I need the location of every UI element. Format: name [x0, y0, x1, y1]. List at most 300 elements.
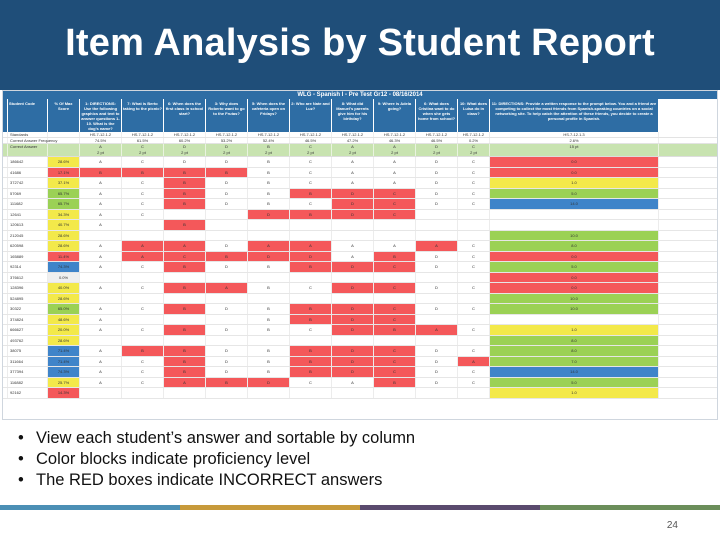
- answer-cell: C: [374, 304, 416, 314]
- answer-cell: D: [416, 157, 458, 167]
- percent-score: 40.7%: [48, 220, 80, 230]
- answer-cell: [458, 388, 490, 398]
- student-code[interactable]: 212045: [8, 231, 48, 241]
- answer-cell: A: [458, 357, 490, 367]
- answer-cell: [122, 388, 164, 398]
- answer-cell: A: [416, 325, 458, 335]
- answer-cell: B: [248, 315, 290, 325]
- student-code[interactable]: 41686: [8, 168, 48, 178]
- student-code[interactable]: 666627: [8, 325, 48, 335]
- answer-cell: B: [248, 168, 290, 178]
- percent-score: 28.6%: [48, 231, 80, 241]
- answer-cell: C: [122, 367, 164, 377]
- answer-cell: A: [290, 241, 332, 251]
- answer-cell: D: [416, 283, 458, 293]
- answer-cell: C: [290, 157, 332, 167]
- answer-cell: C: [290, 178, 332, 188]
- column-header[interactable]: Student Code: [8, 99, 48, 132]
- answer-cell: B: [374, 378, 416, 388]
- answer-cell: B: [80, 168, 122, 178]
- table-row[interactable]: [3, 168, 717, 179]
- answer-cell: C: [122, 357, 164, 367]
- answer-cell: [416, 294, 458, 304]
- answer-cell: C: [374, 346, 416, 356]
- answer-cell: [206, 273, 248, 283]
- answer-cell: C: [374, 210, 416, 220]
- answer-cell: A: [374, 241, 416, 251]
- student-code[interactable]: 376612: [8, 273, 48, 283]
- answer-cell: A: [374, 157, 416, 167]
- answer-cell: A: [80, 367, 122, 377]
- answer-cell: [374, 220, 416, 230]
- correct-answer-value: D: [225, 144, 228, 149]
- frequency-cell: Correct Answer Frequency: [10, 138, 58, 143]
- answer-cell: C: [458, 367, 490, 377]
- table-row[interactable]: [3, 357, 717, 368]
- table-row[interactable]: [3, 157, 717, 168]
- answer-cell: C: [122, 157, 164, 167]
- answer-cell: B: [206, 168, 248, 178]
- student-code[interactable]: 493762: [8, 336, 48, 346]
- answer-cell: D: [332, 199, 374, 209]
- written-response-score: 10.0: [490, 231, 659, 241]
- answer-cell: A: [164, 241, 206, 251]
- answer-cell: B: [248, 357, 290, 367]
- answer-cell: [248, 388, 290, 398]
- answer-cell: [416, 336, 458, 346]
- accent-segment: [180, 505, 360, 510]
- answer-cell: C: [122, 325, 164, 335]
- written-response-score: 0.0: [490, 273, 659, 283]
- answer-cell: B: [164, 357, 206, 367]
- standard-cell: HS.7-12.1.2: [332, 132, 374, 137]
- answer-cell: C: [458, 283, 490, 293]
- answer-cell: [332, 388, 374, 398]
- answer-cell: A: [332, 178, 374, 188]
- answer-cell: [458, 273, 490, 283]
- answer-cell: D: [332, 367, 374, 377]
- answer-cell: C: [458, 378, 490, 388]
- answer-cell: [332, 294, 374, 304]
- column-header[interactable]: 6: When does the first class in school start?: [164, 99, 206, 132]
- standard-cell: HS.7-12.1.2: [458, 132, 490, 137]
- points-value: 2 pt: [181, 150, 188, 155]
- written-response-score: 8.0: [490, 336, 659, 346]
- answer-cell: D: [164, 157, 206, 167]
- student-code[interactable]: 377394: [8, 367, 48, 377]
- written-response-score: 0.0: [490, 157, 659, 167]
- percent-score: 71.4%: [48, 346, 80, 356]
- answer-cell: A: [80, 189, 122, 199]
- answer-cell: A: [80, 178, 122, 188]
- answer-cell: B: [164, 220, 206, 230]
- answer-cell: D: [416, 346, 458, 356]
- correct-answer-cell: [332, 144, 374, 156]
- answer-cell: B: [164, 304, 206, 314]
- answer-cell: D: [332, 262, 374, 272]
- student-code[interactable]: 372742: [8, 178, 48, 188]
- answer-cell: [374, 294, 416, 304]
- student-rows: [3, 157, 717, 399]
- answer-cell: [458, 210, 490, 220]
- bullet-item: [18, 428, 708, 449]
- answer-cell: C: [122, 378, 164, 388]
- percent-score: 28.6%: [48, 294, 80, 304]
- answer-cell: C: [164, 252, 206, 262]
- answer-cell: D: [332, 304, 374, 314]
- student-code[interactable]: 111682: [8, 199, 48, 209]
- answer-cell: [416, 273, 458, 283]
- correct-answer-cell: [374, 144, 416, 156]
- answer-cell: D: [206, 189, 248, 199]
- table-row[interactable]: [3, 220, 717, 231]
- correct-answer-value: A: [99, 144, 102, 149]
- answer-cell: A: [80, 157, 122, 167]
- correct-answer-cell: [206, 144, 248, 156]
- answer-cell: B: [290, 189, 332, 199]
- answer-cell: D: [416, 199, 458, 209]
- answer-cell: [248, 231, 290, 241]
- table-row[interactable]: [3, 304, 717, 315]
- correct-answer-cell: [416, 144, 458, 156]
- frequency-cell: 60.2%: [164, 138, 206, 143]
- column-header[interactable]: 7: What is Berto taking to the picnic?: [122, 99, 164, 132]
- answer-cell: A: [332, 168, 374, 178]
- answer-cell: B: [164, 367, 206, 377]
- column-header[interactable]: 1: DIRECTIONS: Use the following graphics and text to answer questions 1-10. What is the dog's name?: [80, 99, 122, 132]
- title-bar: [0, 0, 720, 90]
- answer-cell: B: [164, 325, 206, 335]
- answer-cell: C: [458, 304, 490, 314]
- answer-cell: [206, 220, 248, 230]
- bullet-list: [18, 428, 708, 491]
- correct-answer-label: Correct Answer: [8, 144, 48, 156]
- answer-cell: B: [164, 262, 206, 272]
- answer-cell: A: [80, 241, 122, 251]
- answer-cell: D: [206, 346, 248, 356]
- correct-answer-value: C: [141, 144, 144, 149]
- answer-cell: A: [332, 252, 374, 262]
- percent-score: 40.0%: [48, 283, 80, 293]
- answer-cell: C: [290, 199, 332, 209]
- answer-cell: B: [164, 168, 206, 178]
- answer-cell: A: [122, 241, 164, 251]
- percent-score: 48.6%: [48, 315, 80, 325]
- student-code[interactable]: 374824: [8, 315, 48, 325]
- answer-cell: B: [374, 325, 416, 335]
- written-response-score: 1.0: [490, 325, 659, 335]
- table-row[interactable]: [3, 210, 717, 221]
- frequency-cell: 0.2%: [458, 138, 490, 143]
- column-header[interactable]: 9: Where is Adela going?: [374, 99, 416, 132]
- answer-cell: A: [80, 220, 122, 230]
- table-row[interactable]: [3, 273, 717, 284]
- column-header[interactable]: 6: What does Cristina want to do when she gets home from school?: [416, 99, 458, 132]
- answer-cell: [374, 231, 416, 241]
- percent-score: 17.1%: [48, 168, 80, 178]
- written-response-score: 0.0: [490, 283, 659, 293]
- answer-cell: D: [416, 252, 458, 262]
- student-code[interactable]: 186642: [8, 157, 48, 167]
- table-row[interactable]: [3, 199, 717, 210]
- standard-cell: [48, 132, 80, 137]
- answer-cell: C: [122, 199, 164, 209]
- answer-cell: [458, 220, 490, 230]
- student-code[interactable]: 57069: [8, 189, 48, 199]
- column-header[interactable]: 2: Who are Nate and Luz?: [290, 99, 332, 132]
- answer-cell: A: [332, 157, 374, 167]
- answer-cell: A: [80, 262, 122, 272]
- correct-answer-cell: [490, 144, 659, 156]
- table-row[interactable]: [3, 178, 717, 189]
- points-value: 2 pt: [307, 150, 314, 155]
- answer-cell: C: [290, 283, 332, 293]
- written-response-score: 1.0: [490, 388, 659, 398]
- answer-cell: [80, 294, 122, 304]
- answer-cell: D: [248, 378, 290, 388]
- answer-cell: B: [374, 252, 416, 262]
- answer-cell: B: [206, 378, 248, 388]
- percent-score: 28.6%: [48, 336, 80, 346]
- points-value: 2 pt: [223, 150, 230, 155]
- answer-cell: [164, 210, 206, 220]
- answer-cell: D: [332, 189, 374, 199]
- answer-cell: A: [80, 252, 122, 262]
- student-code[interactable]: 30322: [8, 304, 48, 314]
- table-row[interactable]: [3, 325, 717, 336]
- answer-cell: D: [206, 357, 248, 367]
- answer-cell: [416, 210, 458, 220]
- answer-cell: [332, 231, 374, 241]
- points-value: 15 pt: [569, 144, 579, 149]
- student-code[interactable]: 311664: [8, 357, 48, 367]
- answer-cell: B: [290, 367, 332, 377]
- table-row[interactable]: [3, 283, 717, 294]
- page-number: 24: [666, 520, 678, 531]
- slide-title: Item Analysis by Student Report: [65, 22, 655, 64]
- answer-cell: B: [290, 357, 332, 367]
- percent-score: 74.3%: [48, 367, 80, 377]
- report-title: WLG - Spanish I - Pre Test Gr12 - 08/16/2014: [3, 91, 717, 99]
- frequency-cell: 46.5%: [416, 138, 458, 143]
- answer-cell: D: [416, 178, 458, 188]
- table-row[interactable]: [3, 231, 717, 242]
- report-screenshot: [2, 90, 718, 420]
- answer-cell: C: [374, 262, 416, 272]
- frequency-cell: 61.5%: [122, 138, 164, 143]
- frequency-cell: 2.6%: [490, 138, 659, 143]
- answer-cell: [416, 388, 458, 398]
- bullet-text: View each student’s answer and sortable by column: [36, 429, 416, 447]
- student-code[interactable]: 12641: [8, 210, 48, 220]
- points-value: 2 pt: [265, 150, 272, 155]
- answer-cell: D: [248, 252, 290, 262]
- student-code[interactable]: 38075: [8, 346, 48, 356]
- answer-cell: [416, 220, 458, 230]
- answer-blank-cell: [48, 144, 80, 156]
- answer-cell: [122, 315, 164, 325]
- student-code[interactable]: 116882: [8, 378, 48, 388]
- written-response-score: 7.0: [490, 357, 659, 367]
- table-row[interactable]: [3, 189, 717, 200]
- written-response-score: 0.0: [490, 168, 659, 178]
- answer-cell: A: [164, 378, 206, 388]
- answer-cell: A: [80, 357, 122, 367]
- answer-cell: B: [164, 346, 206, 356]
- accent-segment: [360, 505, 540, 510]
- answer-cell: A: [80, 210, 122, 220]
- answer-cell: A: [80, 325, 122, 335]
- answer-cell: [164, 315, 206, 325]
- bullet-text: The RED boxes indicate INCORRECT answers: [36, 471, 383, 489]
- answer-cell: D: [206, 241, 248, 251]
- bullet-item: [18, 449, 708, 470]
- correct-answer-value: A: [393, 144, 396, 149]
- answer-cell: D: [248, 210, 290, 220]
- student-code[interactable]: 620598: [8, 241, 48, 251]
- table-row[interactable]: [3, 346, 717, 357]
- column-header[interactable]: % Of Max Score: [48, 99, 80, 132]
- table-row[interactable]: [3, 336, 717, 347]
- answer-cell: [164, 231, 206, 241]
- answer-cell: A: [80, 346, 122, 356]
- answer-cell: [122, 231, 164, 241]
- answer-cell: C: [374, 199, 416, 209]
- answer-cell: B: [290, 210, 332, 220]
- answer-cell: C: [122, 262, 164, 272]
- percent-score: 11.4%: [48, 252, 80, 262]
- answer-cell: [164, 273, 206, 283]
- answer-cell: A: [332, 378, 374, 388]
- answer-cell: A: [206, 283, 248, 293]
- answer-cell: [332, 220, 374, 230]
- table-row[interactable]: [3, 252, 717, 263]
- answer-cell: A: [374, 168, 416, 178]
- answer-cell: C: [458, 168, 490, 178]
- answer-cell: B: [248, 325, 290, 335]
- table-row[interactable]: [3, 262, 717, 273]
- answer-cell: B: [248, 157, 290, 167]
- answer-cell: A: [80, 378, 122, 388]
- student-code[interactable]: 92314: [8, 262, 48, 272]
- table-row[interactable]: [3, 378, 717, 389]
- column-header[interactable]: 5: When does the cafeteria open on Fridays?: [248, 99, 290, 132]
- percent-score: 14.3%: [48, 388, 80, 398]
- answer-cell: B: [122, 346, 164, 356]
- answer-cell: B: [248, 199, 290, 209]
- answer-cell: [164, 336, 206, 346]
- correct-answer-value: C: [309, 144, 312, 149]
- answer-cell: [206, 231, 248, 241]
- answer-cell: C: [458, 241, 490, 251]
- answer-cell: [416, 231, 458, 241]
- answer-cell: D: [416, 378, 458, 388]
- standard-cell: HS.7-12.1.2: [206, 132, 248, 137]
- standard-cell: HS.7-12.1.2: [374, 132, 416, 137]
- column-header[interactable]: 8: What did Manuel's parents give him for his birthday?: [332, 99, 374, 132]
- answer-cell: [80, 231, 122, 241]
- answer-cell: A: [80, 304, 122, 314]
- written-response-score: 14.0: [490, 367, 659, 377]
- table-row[interactable]: [3, 388, 717, 399]
- answer-cell: C: [122, 178, 164, 188]
- answer-cell: A: [374, 178, 416, 188]
- percent-score: 37.1%: [48, 178, 80, 188]
- table-row[interactable]: [3, 294, 717, 305]
- bullet-text: Color blocks indicate proficiency level: [36, 450, 311, 468]
- percent-score: 0.0%: [48, 273, 80, 283]
- answer-cell: C: [374, 283, 416, 293]
- answer-cell: B: [248, 367, 290, 377]
- correct-answer-row: [3, 144, 717, 157]
- answer-cell: [374, 388, 416, 398]
- answer-cell: C: [458, 157, 490, 167]
- written-response-score: [490, 220, 659, 230]
- answer-cell: B: [248, 178, 290, 188]
- column-header[interactable]: 10: What does Luisa do in class?: [458, 99, 490, 132]
- table-row[interactable]: [3, 315, 717, 326]
- student-code[interactable]: 92162: [8, 388, 48, 398]
- answer-cell: C: [122, 304, 164, 314]
- answer-cell: [290, 388, 332, 398]
- student-code[interactable]: 524895: [8, 294, 48, 304]
- answer-cell: C: [122, 283, 164, 293]
- report-header-row: [3, 99, 717, 132]
- answer-cell: [290, 220, 332, 230]
- frequency-cell: 46.3%: [374, 138, 416, 143]
- student-code[interactable]: 120613: [8, 220, 48, 230]
- answer-cell: [290, 336, 332, 346]
- answer-cell: D: [416, 367, 458, 377]
- bullet-marker: •: [18, 471, 24, 489]
- answer-cell: [290, 231, 332, 241]
- answer-cell: B: [164, 283, 206, 293]
- column-header[interactable]: 3: Why does Roberto want to go to the Frutas?: [206, 99, 248, 132]
- answer-cell: D: [290, 252, 332, 262]
- percent-score: 65.7%: [48, 199, 80, 209]
- answer-cell: C: [374, 357, 416, 367]
- standard-cell: HS.7-12.1.2: [248, 132, 290, 137]
- answer-cell: A: [80, 315, 122, 325]
- frequency-cell: 47.2%: [332, 138, 374, 143]
- student-code[interactable]: 165889: [8, 252, 48, 262]
- column-header[interactable]: 11: DIRECTIONS: Provide a written response to the prompt below. You and a friend are competing to collect the most friends from Spanish-speaking countries on a social networking site. To help catch the attention of these friends, you decide to create a personal profile in Spanish.: [490, 99, 659, 132]
- answer-cell: B: [248, 189, 290, 199]
- written-response-score: [490, 315, 659, 325]
- correct-answer-cell: [122, 144, 164, 156]
- answer-cell: D: [206, 325, 248, 335]
- standard-cell: HS.7-12.1.2: [80, 132, 122, 137]
- answer-cell: [206, 388, 248, 398]
- answer-cell: [206, 210, 248, 220]
- table-row[interactable]: [3, 241, 717, 252]
- written-response-score: 10.0: [490, 294, 659, 304]
- answer-cell: C: [458, 178, 490, 188]
- written-response-score: 5.0: [490, 378, 659, 388]
- answer-cell: [290, 294, 332, 304]
- bullet-marker: •: [18, 450, 24, 468]
- student-code[interactable]: 128396: [8, 283, 48, 293]
- points-value: 2 pt: [349, 150, 356, 155]
- frequency-cell: 53.2%: [206, 138, 248, 143]
- answer-cell: [374, 273, 416, 283]
- percent-score: 28.6%: [48, 241, 80, 251]
- answer-cell: [80, 336, 122, 346]
- written-response-score: 0.0: [490, 252, 659, 262]
- table-row[interactable]: [3, 367, 717, 378]
- written-response-score: 8.0: [490, 241, 659, 251]
- correct-answer-value: A: [351, 144, 354, 149]
